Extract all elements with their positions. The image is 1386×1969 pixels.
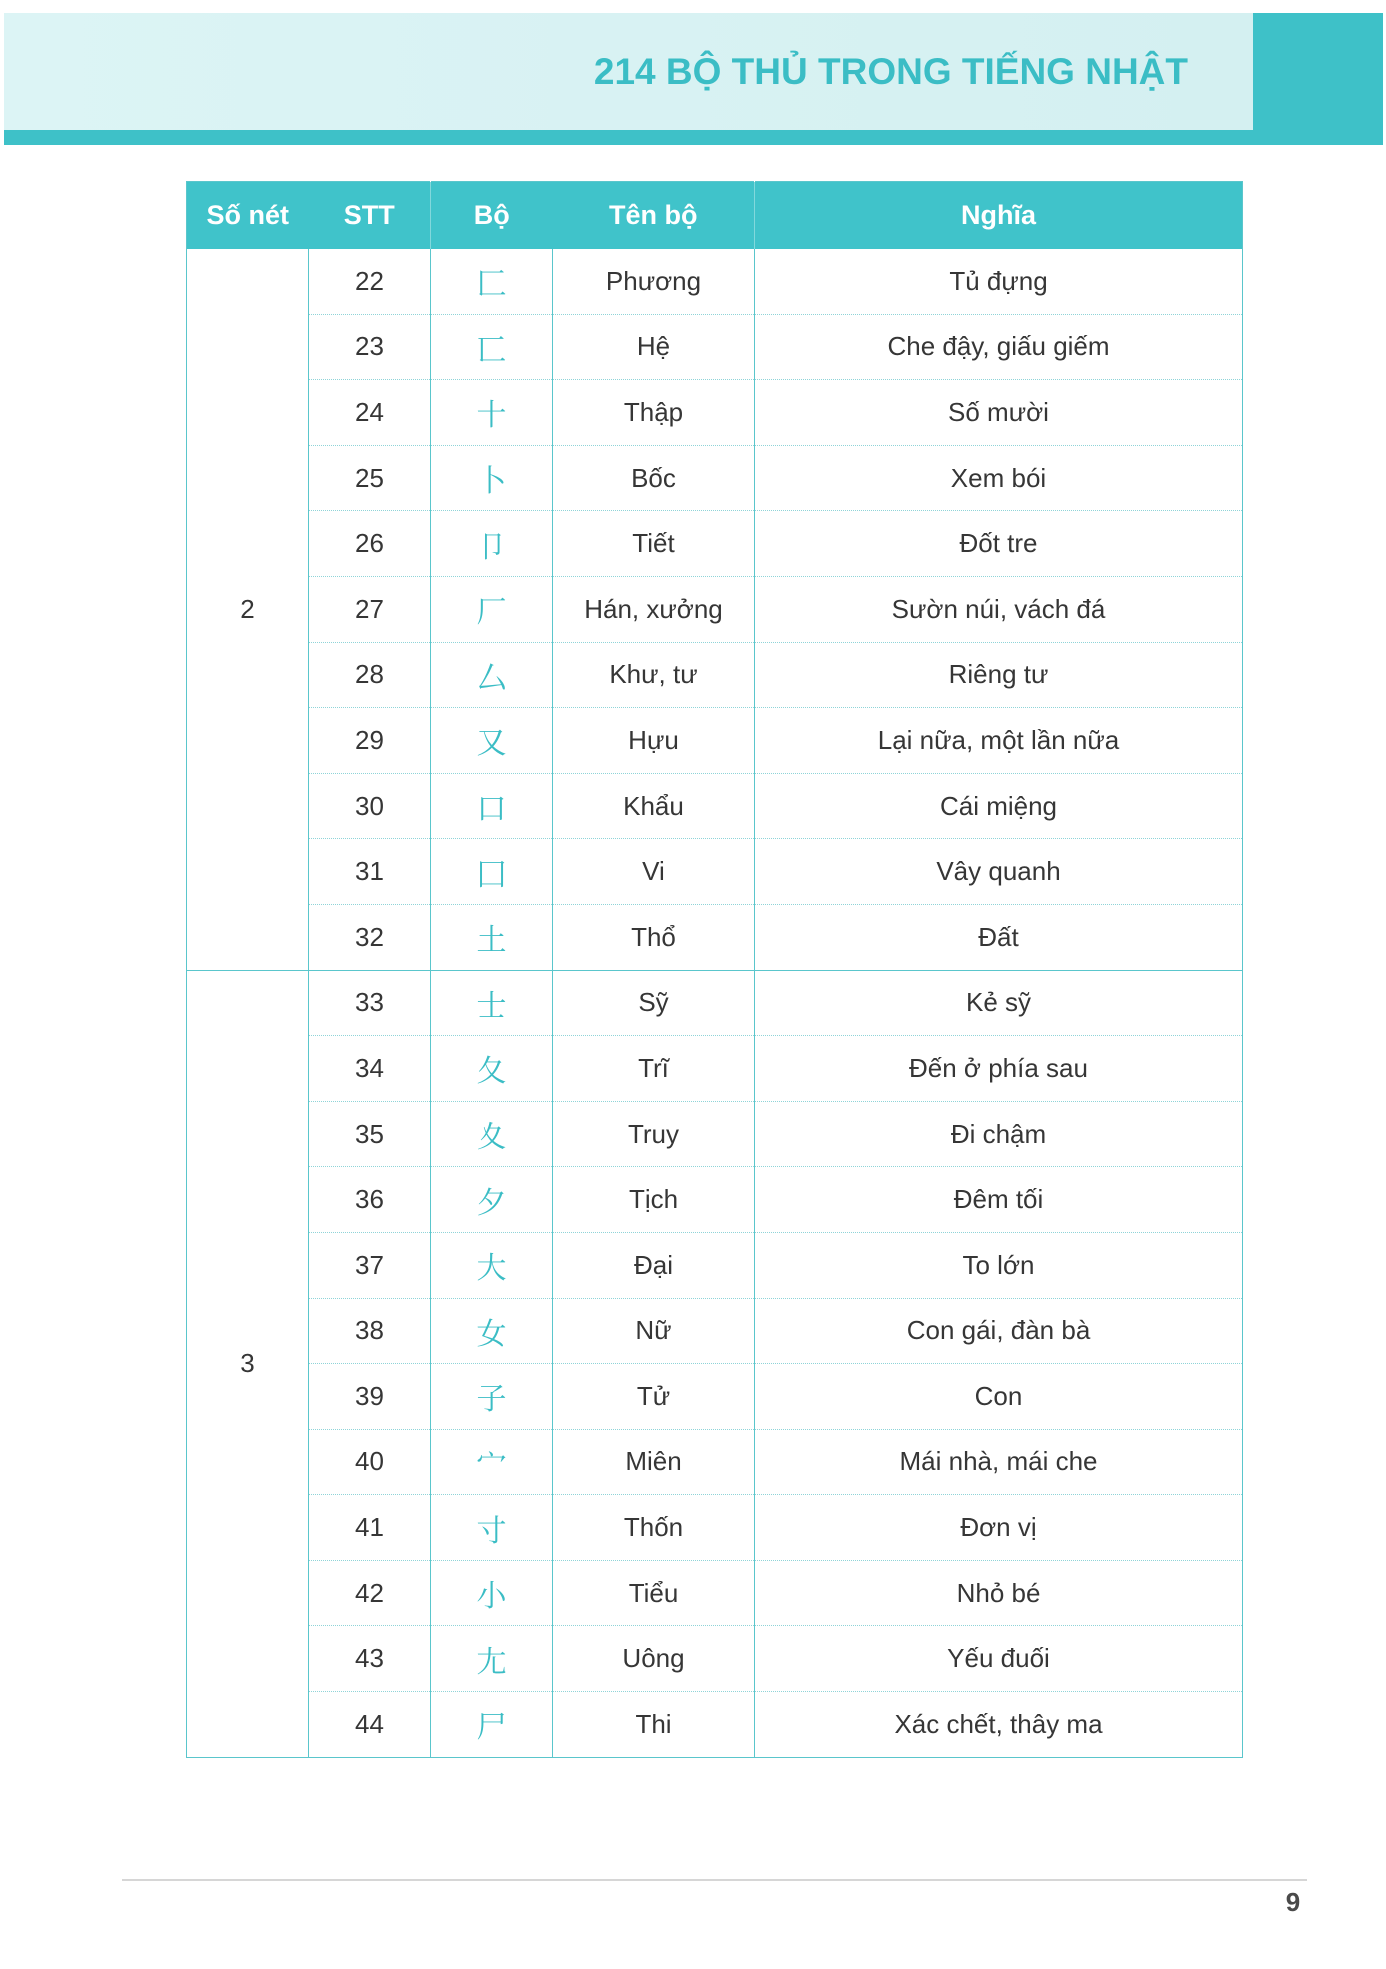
meaning-cell: Che đậy, giấu giếm [755,314,1243,380]
header-accent-block [1253,13,1383,145]
table-row [187,708,1243,774]
table-row [187,1298,1243,1364]
meaning-cell: Kẻ sỹ [755,970,1243,1036]
radical-cell: 口 [431,773,553,839]
radical-cell: 卩 [431,511,553,577]
stt-cell: 44 [309,1692,431,1758]
radical-cell: 又 [431,708,553,774]
radical-cell: 匚 [431,249,553,315]
stt-cell: 38 [309,1298,431,1364]
radical-cell: 土 [431,904,553,970]
radical-cell: 子 [431,1364,553,1430]
radical-cell: 夂 [431,1036,553,1102]
table-row [187,314,1243,380]
stt-cell: 30 [309,773,431,839]
radicals-table [186,181,1243,1758]
meaning-cell: Nhỏ bé [755,1560,1243,1626]
radical-name-cell: Trĩ [553,1036,755,1102]
stt-cell: 25 [309,445,431,511]
meaning-cell: Mái nhà, mái che [755,1429,1243,1495]
table-row [187,1692,1243,1758]
stt-cell: 34 [309,1036,431,1102]
stt-cell: 29 [309,708,431,774]
radical-name-cell: Thi [553,1692,755,1758]
header-accent-strip [4,130,1383,145]
radical-name-cell: Sỹ [553,970,755,1036]
meaning-cell: Đơn vị [755,1495,1243,1561]
stt-cell: 37 [309,1232,431,1298]
stt-cell: 35 [309,1101,431,1167]
table-row [187,1560,1243,1626]
meaning-cell: Đi chậm [755,1101,1243,1167]
stt-cell: 24 [309,380,431,446]
meaning-cell: Con [755,1364,1243,1430]
radical-cell: 夊 [431,1101,553,1167]
stt-cell: 28 [309,642,431,708]
table-row [187,249,1243,315]
meaning-cell: Đến ở phía sau [755,1036,1243,1102]
table-row [187,380,1243,446]
meaning-cell: Đốt tre [755,511,1243,577]
stt-cell: 26 [309,511,431,577]
meaning-cell: Cái miệng [755,773,1243,839]
radical-cell: 卜 [431,445,553,511]
stt-cell: 23 [309,314,431,380]
radical-name-cell: Vi [553,839,755,905]
radical-cell: 小 [431,1560,553,1626]
page-number: 9 [1285,1887,1301,1917]
table-row [187,904,1243,970]
stt-cell: 40 [309,1429,431,1495]
stt-cell: 43 [309,1626,431,1692]
table-row [187,1167,1243,1233]
meaning-cell: Lại nữa, một lần nữa [755,708,1243,774]
col-header-radical: Bộ [431,182,553,249]
radical-cell: 寸 [431,1495,553,1561]
stt-cell: 22 [309,249,431,315]
radical-name-cell: Thốn [553,1495,755,1561]
radical-name-cell: Tiết [553,511,755,577]
radical-name-cell: Nữ [553,1298,755,1364]
meaning-cell: Xác chết, thây ma [755,1692,1243,1758]
table-row [187,576,1243,642]
stt-cell: 31 [309,839,431,905]
radical-name-cell: Hựu [553,708,755,774]
col-header-meaning: Nghĩa [755,182,1243,249]
meaning-cell: Xem bói [755,445,1243,511]
radical-name-cell: Uông [553,1626,755,1692]
radical-cell: 厂 [431,576,553,642]
radical-name-cell: Hán, xưởng [553,576,755,642]
meaning-cell: Yếu đuối [755,1626,1243,1692]
meaning-cell: To lớn [755,1232,1243,1298]
table-row [187,773,1243,839]
radical-name-cell: Khẩu [553,773,755,839]
radical-name-cell: Tử [553,1364,755,1430]
radical-name-cell: Phương [553,249,755,315]
col-header-radical-name: Tên bộ [553,182,755,249]
radical-name-cell: Thổ [553,904,755,970]
radical-name-cell: Thập [553,380,755,446]
table-body [187,249,1243,1758]
radical-name-cell: Truy [553,1101,755,1167]
stt-cell: 36 [309,1167,431,1233]
radical-cell: 十 [431,380,553,446]
footer-divider [122,1879,1307,1881]
table-row [187,642,1243,708]
radical-name-cell: Tiểu [553,1560,755,1626]
stroke-count-cell: 2 [187,249,309,971]
page-title: 214 BỘ THỦ TRONG TIẾNG NHẬT [593,51,1188,92]
radical-cell: 尸 [431,1692,553,1758]
radical-cell: 夕 [431,1167,553,1233]
radical-cell: 宀 [431,1429,553,1495]
table-row [187,1429,1243,1495]
meaning-cell: Riêng tư [755,642,1243,708]
table-header [187,182,1243,249]
table-row [187,1626,1243,1692]
meaning-cell: Tủ đựng [755,249,1243,315]
table-row [187,1036,1243,1102]
meaning-cell: Vây quanh [755,839,1243,905]
radical-cell: 厶 [431,642,553,708]
stt-cell: 32 [309,904,431,970]
radical-cell: 尢 [431,1626,553,1692]
radical-name-cell: Bốc [553,445,755,511]
table-row [187,839,1243,905]
table-row [187,511,1243,577]
table-row [187,1101,1243,1167]
radical-cell: 女 [431,1298,553,1364]
meaning-cell: Sườn núi, vách đá [755,576,1243,642]
table-header-row [187,182,1243,249]
radical-name-cell: Hệ [553,314,755,380]
table-row [187,970,1243,1036]
radical-cell: 匸 [431,314,553,380]
radical-name-cell: Miên [553,1429,755,1495]
radical-name-cell: Đại [553,1232,755,1298]
radical-cell: 士 [431,970,553,1036]
table-row [187,1364,1243,1430]
radical-cell: 大 [431,1232,553,1298]
col-header-stt: STT [309,182,431,249]
table-row [187,1495,1243,1561]
stt-cell: 42 [309,1560,431,1626]
meaning-cell: Đêm tối [755,1167,1243,1233]
meaning-cell: Số mười [755,380,1243,446]
radical-name-cell: Khư, tư [553,642,755,708]
table-row [187,1232,1243,1298]
col-header-stroke-count: Số nét [187,182,309,249]
stt-cell: 27 [309,576,431,642]
radical-name-cell: Tịch [553,1167,755,1233]
stt-cell: 39 [309,1364,431,1430]
stt-cell: 41 [309,1495,431,1561]
stt-cell: 33 [309,970,431,1036]
meaning-cell: Đất [755,904,1243,970]
radical-cell: 囗 [431,839,553,905]
table-row [187,445,1243,511]
stroke-count-cell: 3 [187,970,309,1757]
meaning-cell: Con gái, đàn bà [755,1298,1243,1364]
